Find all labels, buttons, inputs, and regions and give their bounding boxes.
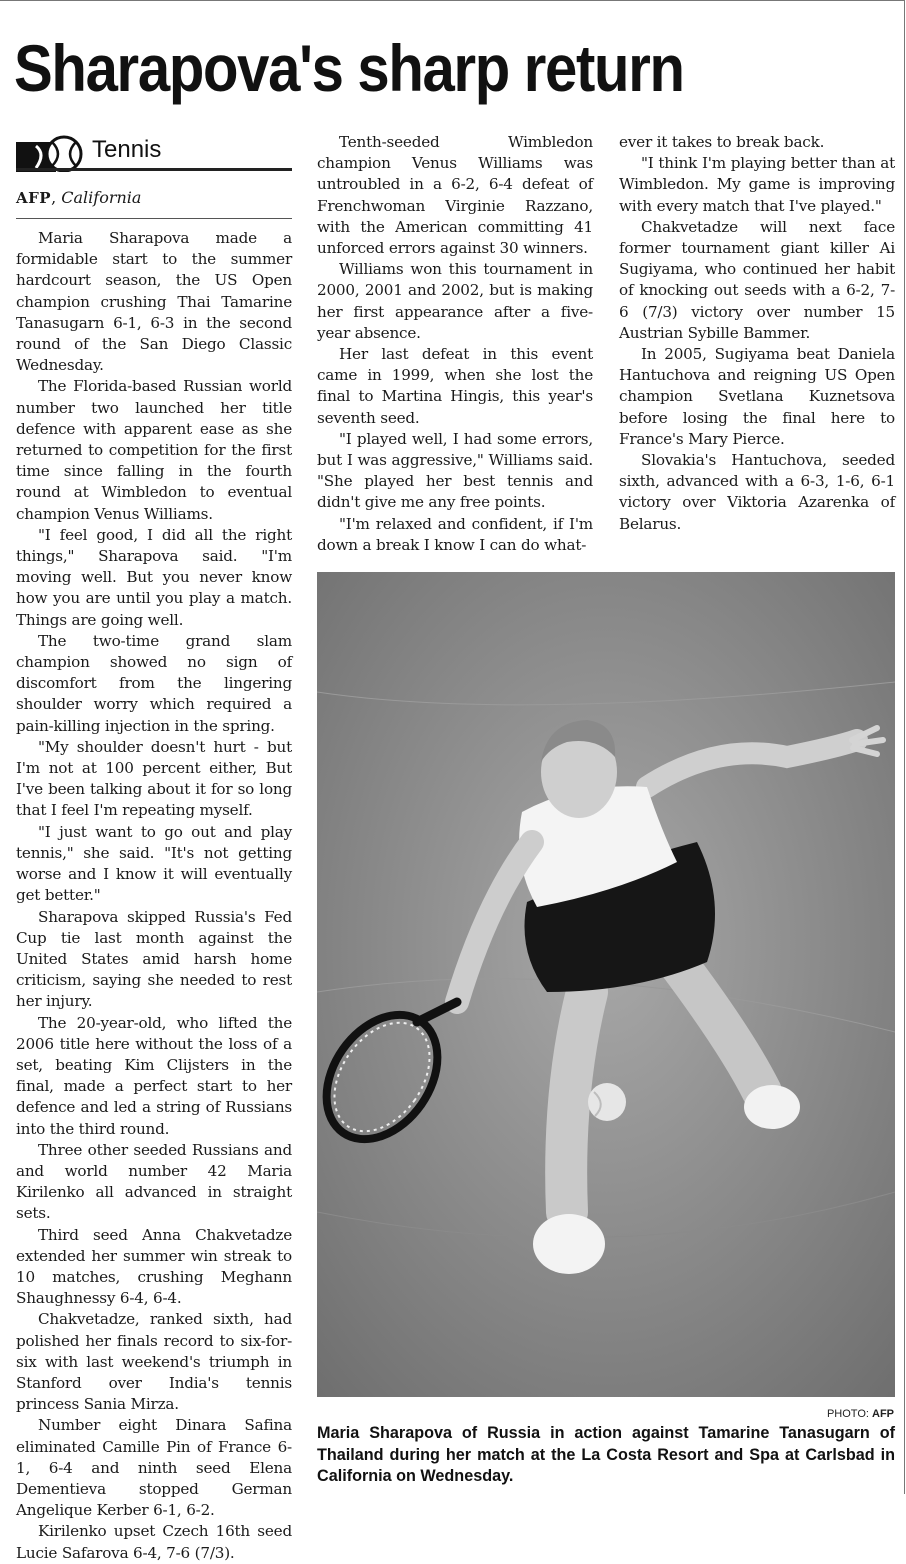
tennis-ball-icon bbox=[16, 134, 88, 172]
dateline-agency: AFP bbox=[16, 189, 52, 207]
news-photo bbox=[317, 572, 895, 1397]
dateline-place: California bbox=[61, 188, 142, 207]
paragraph: Third seed Anna Chakvetadze extended her summer win streak to 10 matches, crushing Meghann Shaughnessy 6-4, 6-4. bbox=[16, 1225, 292, 1308]
article-column-2 bbox=[317, 132, 593, 556]
paragraph: Slovakia's Hantuchova, seeded sixth, advanced with a 6-3, 1-6, 6-1 victory over Viktoria Azarenka of Belarus. bbox=[619, 451, 895, 533]
section-rule bbox=[16, 168, 292, 171]
tennis-player-illustration bbox=[317, 572, 895, 1397]
paragraph: Kirilenko upset Czech 16th seed Lucie Safarova 6-4, 7-6 (7/3). bbox=[16, 1522, 292, 1562]
paragraph: Tenth-seeded Wimbledon champion Venus Williams was untroubled in a 6-2, 6-4 defeat of Frenchwoman Virginie Razzano, with the American committing 41 unforced errors against 30 winners. bbox=[317, 133, 593, 258]
photo-caption: Maria Sharapova of Russia in action against Tamarine Tanasugarn of Thailand during her match at the La Costa Resort and Spa at Carlsbad in California on Wednesday. bbox=[317, 1424, 895, 1485]
headline: Sharapova's sharp return bbox=[14, 31, 684, 105]
paragraph: The 20-year-old, who lifted the 2006 title here without the loss of a set, beating Kim Clijsters in the final, made a perfect start to her defence and led a string of Russians into the third round. bbox=[16, 1013, 292, 1138]
section-header bbox=[16, 130, 292, 174]
paragraph: "I just want to go out and play tennis," she said. "It's not getting worse and I know it will eventually get better." bbox=[16, 822, 292, 905]
paragraph: Sharapova skipped Russia's Fed Cup tie last month against the United States amid harsh home criticism, saying she needed to rest her injury. bbox=[16, 907, 292, 1011]
paragraph: Chakvetadze will next face former tournament giant killer Ai Sugiyama, who continued her habit of knocking out seeds with a 6-2, 7-6 (7/3) victory over number 15 Austrian Sybille Bammer. bbox=[619, 217, 895, 342]
paragraph: The Florida-based Russian world number two launched her title defence with apparent ease as she returned to competition for the first time since falling in the fourth round at Wimbledon to eventual champion Venus Williams. bbox=[16, 377, 292, 523]
photo-credit-agency: AFP bbox=[872, 1408, 894, 1420]
paragraph: "My shoulder doesn't hurt - but I'm not at 100 percent either, But I've been talking about it for so long that I feel I'm repeating myself. bbox=[16, 737, 292, 820]
paragraph: The two-time grand slam champion showed no sign of discomfort from the lingering shoulder worry which required a pain-killing injection in the spring. bbox=[16, 631, 292, 735]
dateline-separator: , bbox=[51, 188, 62, 207]
paragraph: In 2005, Sugiyama beat Daniela Hantuchova and reigning US Open champion Svetlana Kuznetsova before losing the final here to France's Mary Pierce. bbox=[619, 345, 895, 448]
paragraph: "I'm relaxed and confident, if I'm down a break I know I can do what- bbox=[317, 514, 593, 554]
paragraph: Three other seeded Russians and and world number 42 Maria Kirilenko all advanced in straight sets. bbox=[16, 1140, 292, 1223]
paragraph: "I played well, I had some errors, but I was aggressive," Williams said. "She played her best tennis and didn't give me any free points. bbox=[317, 429, 593, 512]
photo-credit-prefix: PHOTO: bbox=[826, 1408, 872, 1420]
section-label: Tennis bbox=[92, 136, 162, 163]
paragraph: Maria Sharapova made a formidable start to the summer hardcourt season, the US Open champion crushing Thai Tamarine Tanasugarn 6-1, 6-3 in the second round of the San Diego Classic Wednesday. bbox=[16, 229, 292, 375]
dateline bbox=[16, 188, 141, 207]
paragraph: Her last defeat in this event came in 1999, when she lost the final to Martina Hingis, this year's seventh seed. bbox=[317, 345, 593, 427]
paragraph-continued: ever it takes to break back. bbox=[619, 133, 825, 151]
photo-credit bbox=[760, 1408, 894, 1420]
article-column-1 bbox=[16, 228, 292, 1564]
paragraph: Number eight Dinara Safina eliminated Camille Pin of France 6-1, 6-4 and ninth seed Elena Dementieva stopped German Angelique Kerber 6-1, 6-2. bbox=[16, 1416, 292, 1520]
paragraph: Williams won this tournament in 2000, 2001 and 2002, but is making her first appearance after a five-year absence. bbox=[317, 260, 593, 342]
paragraph: Chakvetadze, ranked sixth, had polished her finals record to six-for-six with last weekend's triumph in Stanford over India's tennis princess Sania Mirza. bbox=[16, 1310, 292, 1414]
paragraph: "I feel good, I did all the right things," Sharapova said. "I'm moving well. But you never know how you are until you play a match. Things are going well. bbox=[16, 525, 292, 629]
paragraph: "I think I'm playing better than at Wimbledon. My game is improving with every match that I've played." bbox=[619, 154, 895, 215]
dateline-rule bbox=[16, 218, 292, 219]
article-column-3 bbox=[619, 132, 895, 535]
